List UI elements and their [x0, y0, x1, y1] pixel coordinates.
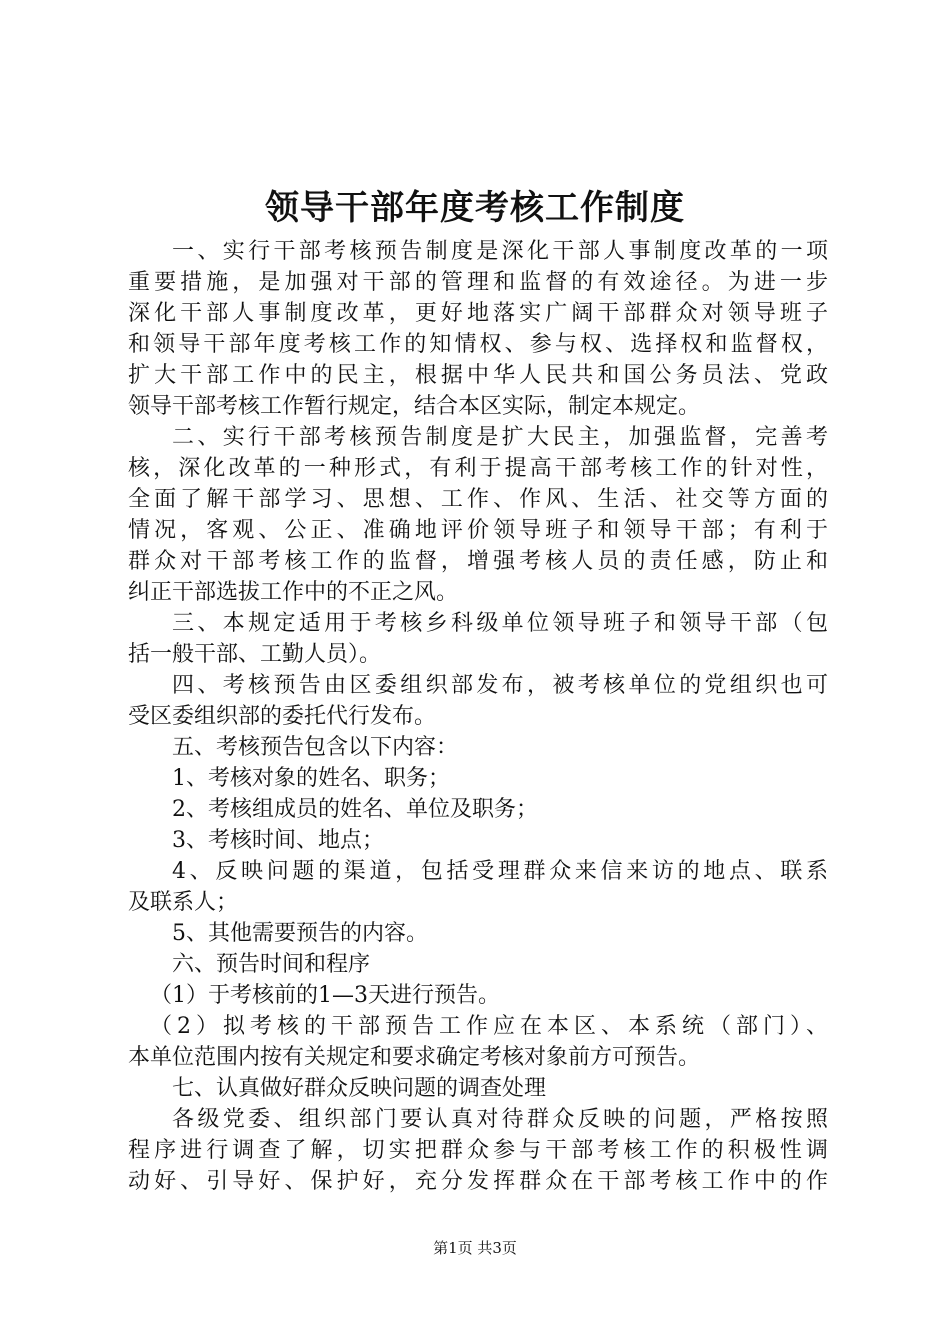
list-item: （1）于考核前的1—3天进行预告。	[150, 983, 500, 1008]
document-body	[128, 236, 828, 1197]
paragraph-line: 三、本规定适用于考核乡科级单位领导班子和领导干部（包	[172, 611, 828, 636]
list-item: 4、反映问题的渠道，包括受理群众来信来访的地点、联系	[172, 859, 828, 884]
list-item-continued: 及联系人；	[128, 890, 239, 915]
paragraph-line: 扩大干部工作中的民主，根据中华人民共和国公务员法、党政	[128, 363, 828, 388]
paragraph-line: 程序进行调查了解，切实把群众参与干部考核工作的积极性调	[128, 1138, 828, 1163]
paragraph-line: 括一般干部、工勤人员）。	[128, 642, 382, 667]
section-heading: 六、预告时间和程序	[172, 952, 371, 977]
paragraph-line: 受区委组织部的委托代行发布。	[128, 704, 437, 729]
list-item-continued: 本单位范围内按有关规定和要求确定考核对象前方可预告。	[128, 1045, 701, 1070]
paragraph-line: 五、考核预告包含以下内容：	[172, 735, 459, 760]
paragraph-line: 纠正干部选拔工作中的不正之风。	[128, 580, 459, 605]
paragraph-line: 情况，客观、公正、准确地评价领导班子和领导干部；有利于	[128, 518, 828, 543]
paragraph-line: 动好、引导好、保护好，充分发挥群众在干部考核工作中的作	[128, 1169, 828, 1194]
section-heading: 七、认真做好群众反映问题的调查处理	[172, 1076, 547, 1101]
paragraph-line: 一、实行干部考核预告制度是深化干部人事制度改革的一项	[172, 239, 828, 264]
paragraph-line: 深化干部人事制度改革，更好地落实广阔干部群众对领导班子	[128, 301, 828, 326]
paragraph-line: 全面了解干部学习、思想、工作、作风、生活、社交等方面的	[128, 487, 828, 512]
paragraph-line: 和领导干部年度考核工作的知情权、参与权、选择权和监督权，	[128, 332, 828, 357]
list-item: 1、考核对象的姓名、职务；	[172, 766, 450, 791]
list-item: 5、其他需要预告的内容。	[172, 921, 428, 946]
paragraph-line: 四、考核预告由区委组织部发布，被考核单位的党组织也可	[172, 673, 828, 698]
paragraph-line: 核，深化改革的一种形式，有利于提高干部考核工作的针对性，	[128, 456, 828, 481]
paragraph-line: 重要措施，是加强对干部的管理和监督的有效途径。为进一步	[128, 270, 828, 295]
paragraph-line: 各级党委、组织部门要认真对待群众反映的问题，严格按照	[172, 1107, 828, 1132]
list-item: 2、考核组成员的姓名、单位及职务；	[172, 797, 538, 822]
paragraph-line: 领导干部考核工作暂行规定，结合本区实际，制定本规定。	[128, 394, 701, 419]
list-item: （2）拟考核的干部预告工作应在本区、本系统（部门）、	[150, 1014, 828, 1039]
paragraph-line: 二、实行干部考核预告制度是扩大民主，加强监督，完善考	[172, 425, 828, 450]
list-item: 3、考核时间、地点；	[172, 828, 384, 853]
page-number-footer: 第1页 共3页	[433, 1239, 517, 1257]
paragraph-line: 群众对干部考核工作的监督，增强考核人员的责任感，防止和	[128, 549, 828, 574]
document-title: 领导干部年度考核工作制度	[265, 188, 685, 228]
